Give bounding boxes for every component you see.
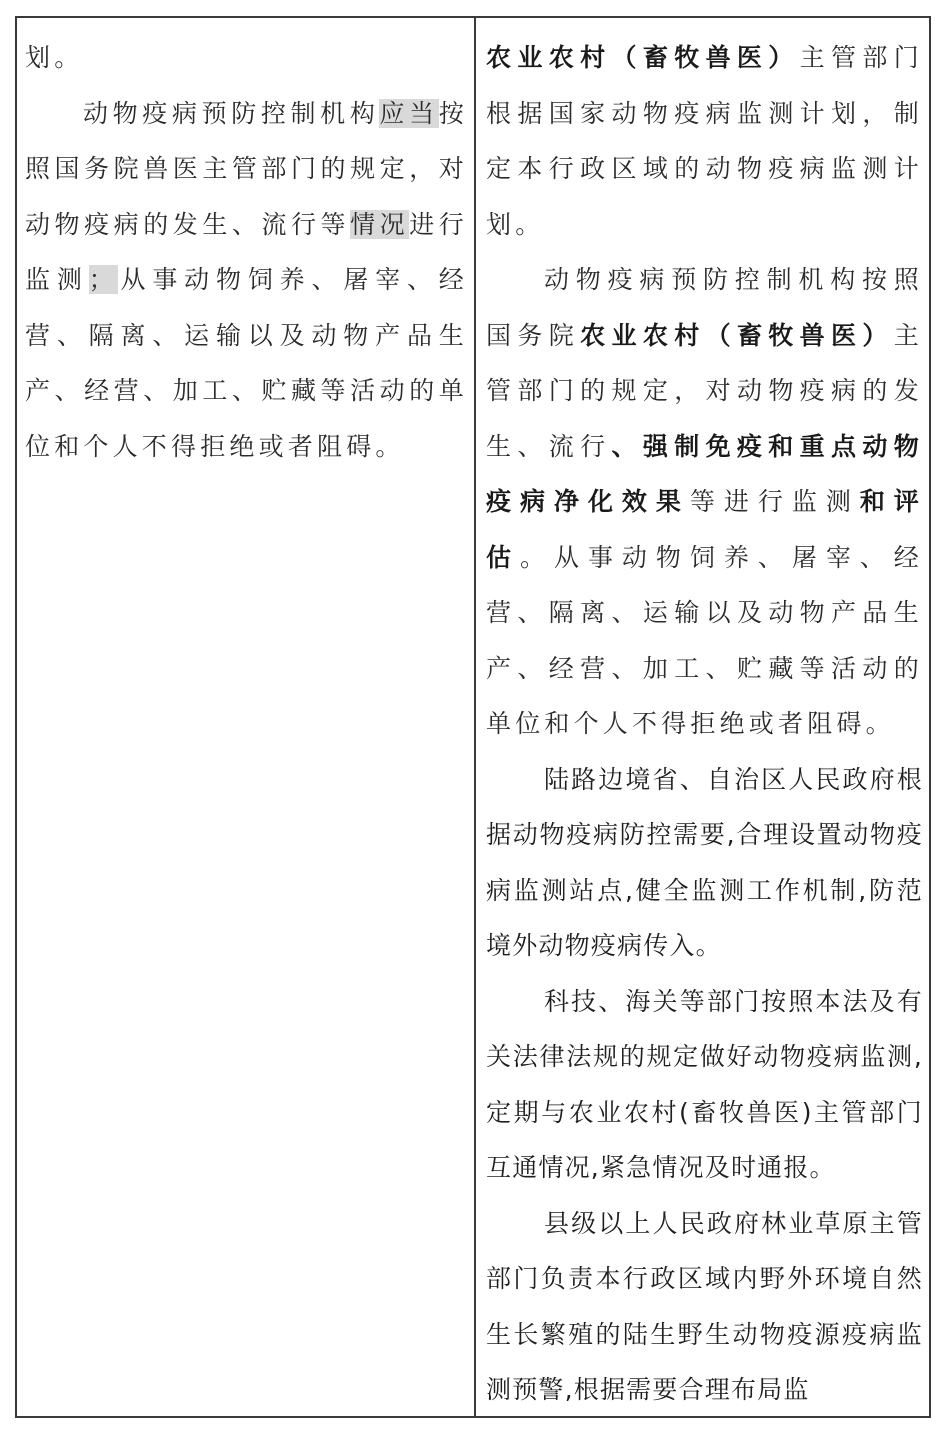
right-p2-text-1: 动物疫病预防控制机构按照国务院 — [486, 265, 923, 350]
right-p4-text: 科技、海关等部门按照本法及有关法律法规的规定做好动物疫病监测,定期与农业农村(畜牧兽医)主管部门互通情况,紧急情况及时通报。 — [486, 986, 923, 1182]
left-column-old-text — [17, 18, 476, 1416]
right-column-new-text — [476, 18, 929, 1416]
left-p2-highlight-2: 情况 — [350, 209, 410, 239]
left-p2-text-2: 按照国务院兽医主管部门的规定，对动物疫病的发生、流行等 — [25, 98, 468, 239]
right-paragraph-4 — [486, 974, 923, 1196]
left-p2-text-4: 从事动物饲养、屠宰、经营、隔离、运输以及动物产品生产、经营、加工、贮藏等活动的单位和个人不得拒绝或者阻碍。 — [25, 265, 469, 461]
right-paragraph-3 — [486, 752, 923, 974]
right-p1-text-1: 主管部门根据国家动物疫病监测计划，制定本行政区域的动物疫病监测计划。 — [486, 43, 923, 239]
right-p2-bold-2: 、强制免疫和重点动物疫病净化效果 — [486, 431, 923, 516]
right-paragraph-2 — [486, 252, 923, 752]
right-p2-bold-1: 农业农村（畜牧兽医） — [580, 320, 894, 350]
left-p2-highlight-1: 应当 — [379, 98, 439, 128]
right-p3-text: 陆路边境省、自治区人民政府根据动物疫病防控需要,合理设置动物疫病监测站点,健全监测工作机制,防范境外动物疫病传入。 — [486, 764, 923, 960]
left-p2-highlight-3: ； — [88, 265, 118, 294]
right-p2-text-3: 等进行监测 — [689, 487, 860, 516]
left-p2-text-1: 动物疫病预防控制机构 — [83, 98, 380, 128]
left-paragraph-1 — [25, 30, 468, 86]
right-paragraph-1 — [486, 30, 923, 252]
left-paragraph-2 — [25, 86, 468, 475]
comparison-table — [15, 16, 931, 1418]
right-paragraph-5 — [486, 1196, 923, 1417]
right-p2-text-4: 。从事动物饲养、屠宰、经营、隔离、运输以及动物产品生产、经营、加工、贮藏等活动的单位和个人不得拒绝或者阻碍。 — [486, 542, 923, 738]
right-p2-text-2: 主管部门的规定，对动物疫病的发生、流行 — [486, 320, 923, 461]
left-p2-text-3: 进行监测 — [25, 209, 469, 294]
right-p2-bold-3: 和评估 — [486, 487, 923, 572]
right-p5-text: 县级以上人民政府林业草原主管部门负责本行政区域内野外环境自然生长繁殖的陆生野生动物疫源疫病监测预警,根据需要合理布局监 — [486, 1208, 923, 1404]
right-p1-bold-1: 农业农村（畜牧兽医） — [486, 43, 800, 72]
left-p1-text: 划。 — [25, 43, 84, 72]
